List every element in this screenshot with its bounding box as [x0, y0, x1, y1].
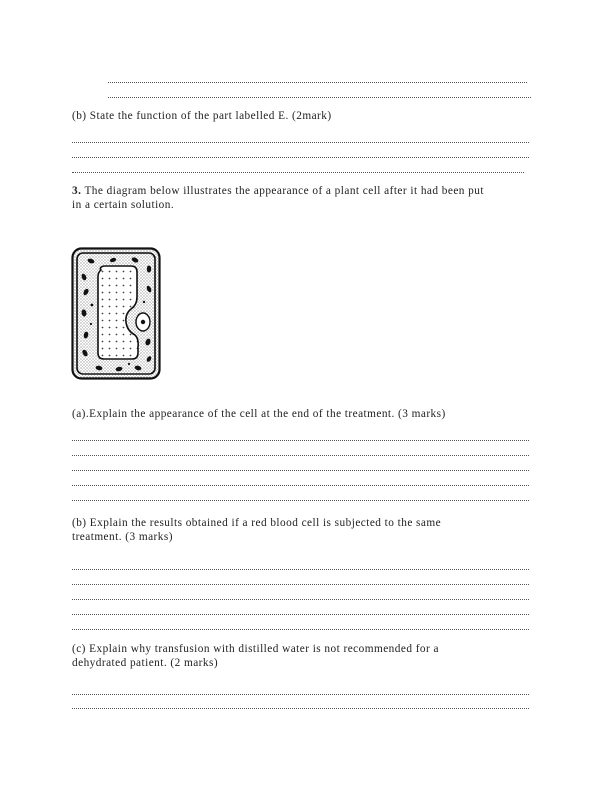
question-3c-line1: (c) Explain why transfusion with distilled water is not recommended for a — [72, 643, 439, 655]
answer-line[interactable] — [72, 440, 529, 441]
answer-line[interactable] — [72, 599, 529, 600]
question-3b-line1: (b) Explain the results obtained if a red blood cell is subjected to the same — [72, 517, 442, 529]
answer-line[interactable] — [72, 142, 529, 143]
answer-line[interactable] — [72, 708, 529, 709]
question-3a-text: (a).Explain the appearance of the cell at the end of the treatment. (3 marks) — [72, 408, 446, 420]
answer-line[interactable] — [72, 584, 529, 585]
answer-line[interactable] — [108, 97, 531, 98]
question-2b-text: (b) State the function of the part labelled E. (2mark) — [72, 110, 332, 122]
question-3-stem-line1: The diagram below illustrates the appearance of a plant cell after it had been put — [81, 185, 484, 197]
question-number: 3. — [72, 185, 82, 197]
question-3b-line2: treatment. (3 marks) — [72, 531, 173, 543]
answer-line[interactable] — [72, 614, 529, 615]
answer-line[interactable] — [72, 500, 529, 501]
answer-line[interactable] — [72, 172, 524, 173]
answer-line[interactable] — [72, 485, 529, 486]
answer-line[interactable] — [72, 157, 529, 158]
answer-line[interactable] — [72, 569, 529, 570]
answer-line[interactable] — [72, 629, 529, 630]
answer-line[interactable] — [108, 82, 527, 83]
plant-cell-diagram — [71, 247, 161, 380]
question-3c-line2: dehydrated patient. (2 marks) — [72, 657, 219, 669]
question-3-stem-line2: in a certain solution. — [72, 199, 175, 211]
plasmolysed-cell-icon — [71, 247, 161, 380]
answer-line[interactable] — [72, 694, 529, 695]
answer-line[interactable] — [72, 455, 529, 456]
question-3-stem — [72, 185, 484, 199]
answer-line[interactable] — [72, 470, 529, 471]
